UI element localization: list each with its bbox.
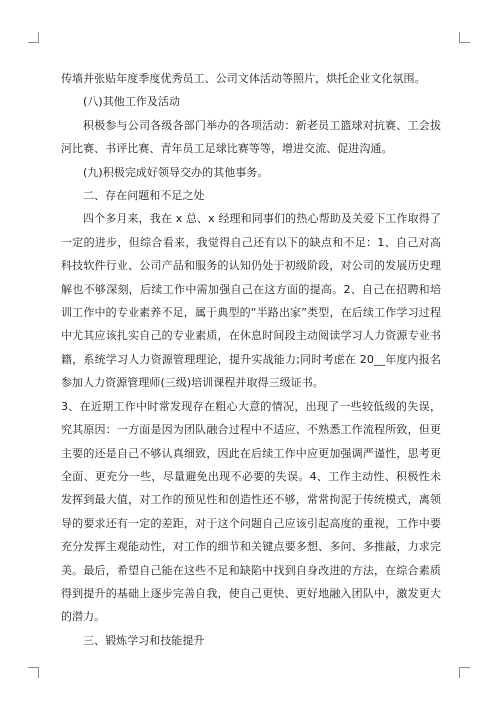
section-heading-leader-tasks: (九)积极完成好领导交办的其他事务。 [83,165,269,179]
section-heading-training: 三、锻炼学习和技能提升 [83,633,205,647]
document-body [61,67,441,652]
paragraph-continuation: 传墙并张贴年度季度优秀员工、公司文体活动等照片，烘托企业文化氛围。 [61,72,426,85]
section-heading-problems: 二、存在问题和不足之处 [83,189,205,203]
crop-mark-top-right [459,32,470,43]
crop-mark-bottom-right [459,667,470,678]
section-heading-other-activities: (八)其他工作及活动 [83,95,181,109]
paragraph-shortcomings: 四个多月来，我在 x 总、x 经理和同事们的热心帮助及关爱下工作取得了一定的进步，但综合看来，我觉得自己还有以下的缺点和不足：1、自己对高科技软件行业、公司产品和服务的认知仍处于初级阶段，对公司的发展历史理解也不够深刻，后续工作中需加强自己在这方面的提高。2、自己在招聘和培训工作中的专业素养不足，属于典型的“半路出家”类型，在后续工作学习过程中尤其应该扎实自己的专业素质，在休息时间段主动阅读学习人力资源专业书籍，系统学习人力资源管理理论，提升实战能力;同时考虑在 20__年度内报名参加人力资源管理师(三级)培训课程并取得三级证书。 [61,212,441,390]
crop-mark-top-left [28,32,39,43]
crop-mark-bottom-left [28,667,39,678]
paragraph-activities: 积极参与公司各级各部门举办的各项活动：新老员工篮球对抗赛、工会拔河比赛、书评比赛、青年员工足球比赛等等，增进交流、促进沟通。 [61,118,441,156]
paragraph-mistakes: 3、在近期工作中时常发现存在粗心大意的情况，出现了一些较低级的失误，究其原因：一方面是因为团队融合过程中不适应、不熟悉工作流程所致，但更主要的还是自己不够认真细致，因此在后续工作中应更加强调严谨性，思考更全面、更充分一些，尽量避免出现不必要的失误。4、工作主动性、积极性未发挥到最大值，对工作的预见性和创造性还不够，常常拘泥于传统模式，离领导的要求还有一定的差距，对于这个问题自己应该引起高度的重视，工作中要充分发挥主观能动性，对工作的细节和关键点要多想、多问、多推敲，力求完美。最后，希望自己能在这些不足和缺陷中找到自身改进的方法，在综合素质得到提升的基础上逐步完善自我，使自己更快、更好地融入团队中，激发更大的潜力。 [61,399,441,624]
